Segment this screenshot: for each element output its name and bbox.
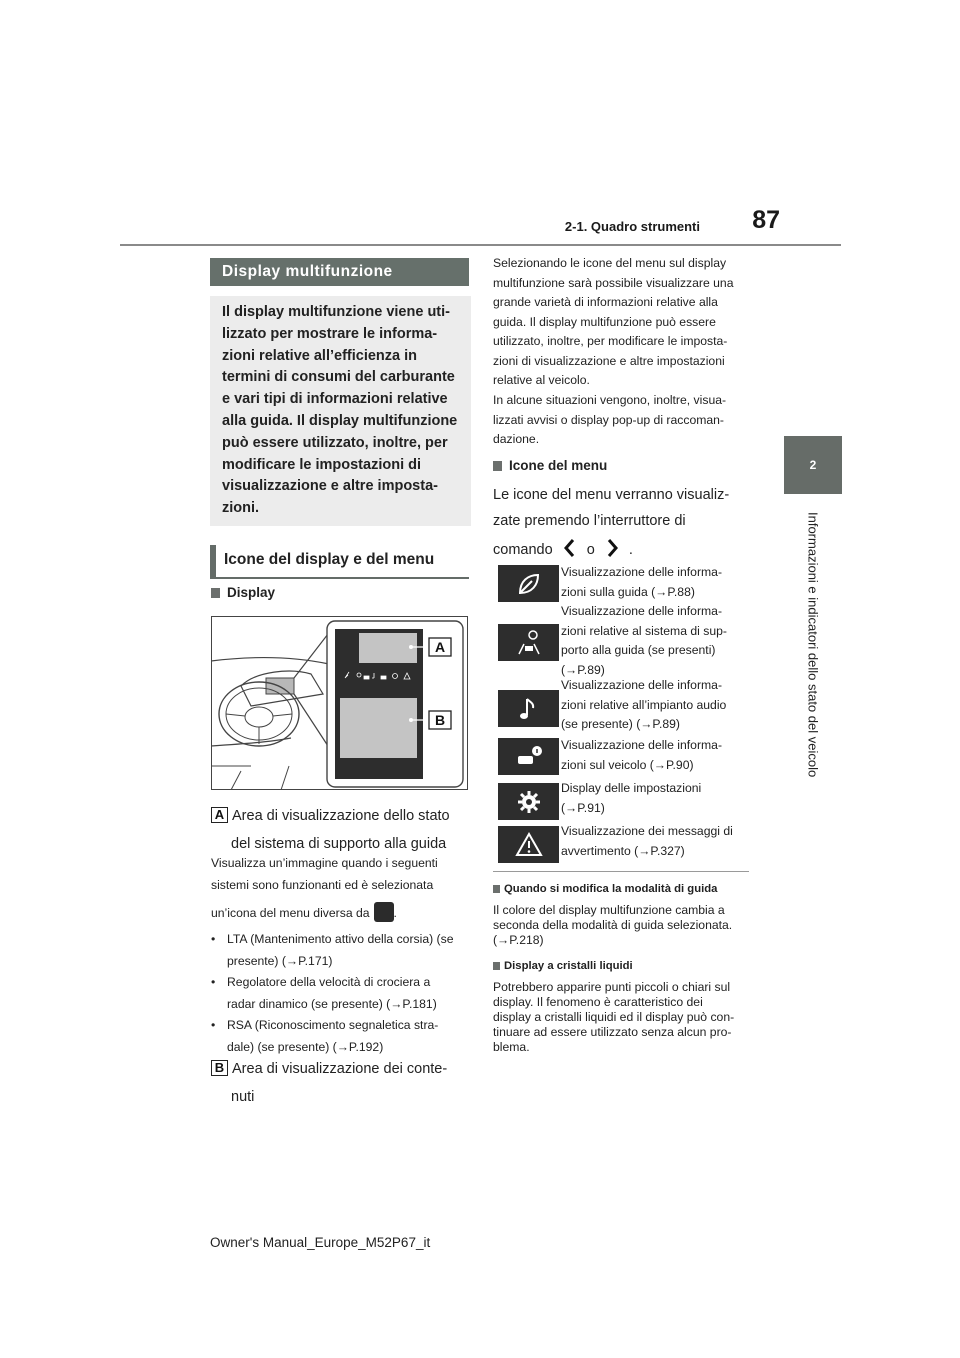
- paragraph-line: zioni di visualizzazione e altre impostazioni: [493, 353, 725, 368]
- menu-heading-text: Icone del menu: [509, 458, 608, 473]
- driving-assist-icon: [514, 628, 544, 658]
- list-item-line: LTA (Mantenimento attivo della corsia) (se: [227, 932, 454, 946]
- menu-heading: [493, 458, 607, 473]
- paragraph-line: grande varietà di informazioni relative alla: [493, 295, 718, 309]
- area-a-text: [211, 853, 471, 925]
- intro-line: e vari tipi di informazioni relative: [222, 391, 448, 408]
- marker-b: B: [211, 1060, 228, 1076]
- menu-item-line: Visualizzazione delle informa-: [561, 604, 723, 618]
- bullet: •: [211, 975, 216, 989]
- square-bullet-icon: [211, 588, 220, 598]
- intro-line: zioni relative all’efficienza in: [222, 347, 418, 364]
- note-heading-text: Quando si modifica la modalità di guida: [504, 883, 718, 895]
- paragraph-line: relative al veicolo.: [493, 373, 590, 387]
- paragraph-line: multifunzione sarà possibile visualizzare una: [493, 275, 734, 290]
- display-heading: [211, 585, 275, 600]
- intro-line: Il display multifunzione viene uti-: [222, 304, 450, 320]
- menu-icon-tile: [498, 783, 559, 820]
- footer-doc-id: Owner's Manual_Europe_M52P67_it: [210, 1235, 431, 1250]
- chapter-title-vertical: [801, 500, 825, 790]
- chevron-right-icon: [603, 538, 621, 558]
- note-heading: [493, 883, 749, 895]
- header-rule: [120, 244, 841, 246]
- list-item-line: presente) (→P.171): [227, 953, 333, 968]
- paragraph-line: utilizzato, inoltre, per modificare le imposta-: [493, 334, 728, 348]
- vehicle-info-icon: [514, 742, 544, 772]
- menu-item-line: (→P.89): [561, 662, 605, 677]
- paragraph-line: dazione.: [493, 432, 540, 446]
- area-b-description: [211, 1055, 469, 1111]
- menu-item-label: [561, 822, 751, 861]
- square-bullet-icon: [493, 962, 500, 970]
- illustration-label-a: A: [434, 639, 446, 655]
- paragraph-line: In alcune situazioni vengono, inoltre, visua-: [493, 393, 727, 407]
- area-a-line1: Area di visualizzazione dello stato: [232, 808, 450, 824]
- list-item: [211, 1015, 471, 1058]
- dashboard-illustration: [211, 616, 468, 790]
- menu-item-label: [561, 736, 751, 775]
- menu-item-line: (se presente) (→P.89): [561, 717, 680, 731]
- paragraph-line: lizzati avvisi o display pop-up di raccoman-: [493, 412, 724, 427]
- menu-desc-line: comando: [493, 542, 553, 558]
- area-a-text-line: un’icona del menu diversa da: [211, 906, 370, 920]
- menu-item-label: [561, 602, 751, 680]
- section-title-display-multifunzione: Display multifunzione: [210, 258, 469, 286]
- intro-line: modificare le impostazioni di: [222, 456, 422, 473]
- menu-item-line: avvertimento (→P.327): [561, 843, 685, 858]
- area-a-description: [211, 802, 469, 858]
- note-line: tinuare ad essere utilizzato senza alcun pro-: [493, 1025, 732, 1039]
- menu-description: [493, 482, 749, 563]
- intro-line: può essere utilizzato, inoltre, per: [222, 434, 448, 451]
- menu-item-line: zioni relative al sistema di sup-: [561, 623, 727, 638]
- gear-icon: [514, 787, 544, 817]
- intro-box: [210, 296, 471, 526]
- note-line: Il colore del display multifunzione cambia a: [493, 903, 725, 917]
- dashboard-drawing: [211, 616, 468, 790]
- intro-line: visualizzazione e altre imposta-: [222, 478, 438, 495]
- square-bullet-icon: [493, 461, 502, 471]
- menu-item-line: zioni sulla guida (→P.88): [561, 584, 695, 599]
- area-a-text-end: .: [393, 906, 397, 920]
- menu-icon-tile: [498, 624, 559, 661]
- area-a-text-line: sistemi sono funzionanti ed è selezionata: [211, 877, 434, 892]
- list-item: [211, 929, 471, 972]
- note-line: Potrebbero apparire punti piccoli o chiari sul: [493, 980, 731, 994]
- list-item-line: radar dinamico (se presente) (→P.181): [227, 996, 437, 1011]
- note-line: seconda della modalità di guida selezionata.: [493, 918, 733, 932]
- list-item-line: RSA (Riconoscimento segnaletica stra-: [227, 1018, 439, 1032]
- square-bullet-icon: [493, 885, 500, 893]
- note-heading-text: Display a cristalli liquidi: [504, 960, 633, 972]
- menu-icon-tile: [498, 826, 559, 863]
- intro-line: termini di consumi del carburante: [222, 369, 455, 386]
- menu-desc-line: zate premendo l’interruttore di: [493, 513, 686, 529]
- bullet: •: [211, 932, 216, 946]
- menu-icon-tile: [498, 690, 559, 727]
- note-line: display a cristalli liquidi ed il display può con-: [493, 1010, 735, 1024]
- menu-item-label: [561, 676, 751, 735]
- area-a-line2: del sistema di supporto alla guida: [231, 836, 447, 852]
- menu-item-line: Visualizzazione delle informa-: [561, 565, 723, 579]
- note-line: display. Il fenomeno è caratteristico dei: [493, 995, 703, 1009]
- menu-desc-or: o: [586, 542, 595, 558]
- paragraph-line: Selezionando le icone del menu sul display: [493, 256, 727, 270]
- area-b-line1: Area di visualizzazione dei conte-: [232, 1061, 448, 1077]
- warning-icon: [514, 830, 544, 860]
- menu-item-label: [561, 779, 751, 818]
- display-heading-text: Display: [227, 585, 276, 600]
- bullet: •: [211, 1018, 216, 1032]
- systems-list: [211, 929, 471, 1058]
- chapter-tab: 2: [784, 436, 842, 494]
- list-item-line: Regolatore della velocità di crociera a: [227, 975, 431, 989]
- menu-item-line: Visualizzazione delle informa-: [561, 738, 723, 752]
- menu-item-line: Visualizzazione dei messaggi di: [561, 824, 733, 838]
- chevron-left-icon: [561, 538, 579, 558]
- area-b-line2: nuti: [231, 1089, 255, 1105]
- note-line: (→P.218): [493, 933, 544, 947]
- list-item: [211, 972, 471, 1015]
- intro-line: zioni.: [222, 500, 260, 517]
- list-item-line: dale) (se presente) (→P.192): [227, 1039, 384, 1054]
- menu-item-line: zioni relative all’impianto audio: [561, 697, 727, 712]
- popup-paragraph: [493, 391, 749, 450]
- page-number: 87: [752, 206, 780, 234]
- menu-desc-line: Le icone del menu verranno visualiz-: [493, 487, 730, 503]
- menu-item-line: Display delle impostazioni: [561, 781, 702, 795]
- menu-item-line: Visualizzazione delle informa-: [561, 678, 723, 692]
- menu-item-label: [561, 563, 751, 602]
- note-body: [493, 980, 749, 1055]
- note-body: [493, 903, 749, 948]
- table-bottom-rule: [493, 871, 749, 872]
- paragraph-line: guida. Il display multifunzione può essere: [493, 314, 716, 329]
- driving-assist-mini-icon: [374, 902, 394, 922]
- menu-item-line: porto alla guida (se presenti): [561, 643, 716, 657]
- note-heading: [493, 960, 749, 972]
- section-title-icone: Icone del display e del menu: [210, 545, 469, 579]
- illustration-label-b: B: [434, 712, 446, 728]
- area-a-text-line: Visualizza un’immagine quando i seguenti: [211, 856, 438, 870]
- menu-item-line: zioni sul veicolo (→P.90): [561, 757, 694, 772]
- menu-intro-paragraph: [493, 254, 749, 391]
- leaf-icon: [514, 569, 544, 599]
- menu-item-line: (→P.91): [561, 800, 605, 815]
- section-label: 2-1. Quadro strumenti: [564, 219, 700, 234]
- menu-desc-end: .: [628, 542, 633, 558]
- chapter-title: Informazioni e indicatori dello stato del veicolo: [805, 512, 821, 778]
- marker-a: A: [211, 807, 228, 823]
- music-note-icon: [514, 694, 544, 724]
- intro-line: lizzato per mostrare le informa-: [222, 325, 438, 342]
- menu-icon-tile: [498, 738, 559, 775]
- note-line: blema.: [493, 1040, 530, 1054]
- menu-icon-tile: [498, 565, 559, 602]
- intro-line: alla guida. Il display multifunzione: [222, 412, 458, 429]
